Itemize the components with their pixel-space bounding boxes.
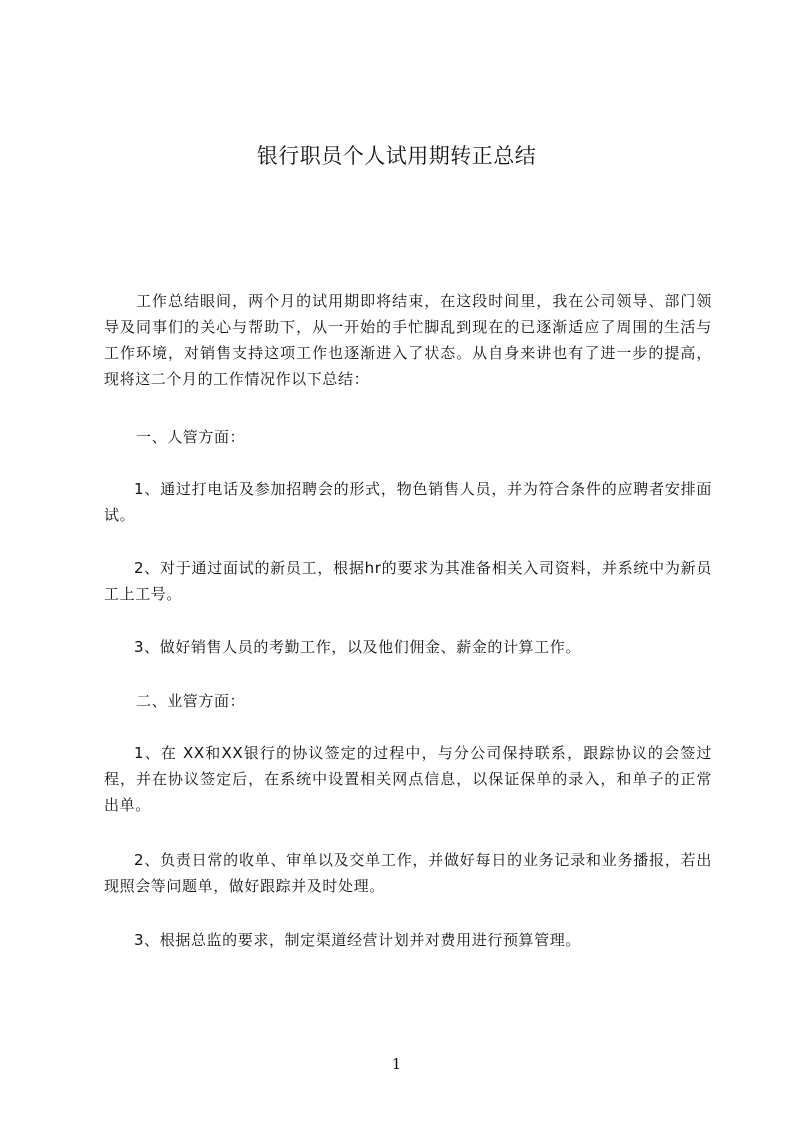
section-heading-business: 二、业管方面： xyxy=(136,692,246,710)
personnel-item-3: 3、做好销售人员的考勤工作，以及他们佣金、薪金的计算工作。 xyxy=(134,638,581,656)
personnel-item-1: 1、通过打电话及参加招聘会的形式，物色销售人员，并为符合条件的应聘者安排面试。 xyxy=(104,480,712,524)
section-heading-personnel: 一、人管方面： xyxy=(136,428,246,446)
business-item-3: 3、根据总监的要求，制定渠道经营计划并对费用进行预算管理。 xyxy=(134,931,581,949)
business-item-1: 1、在 XX和XX银行的协议签定的过程中，与分公司保持联系，跟踪协议的会签过程，并在协议签定后，在系统中设置相关网点信息，以保证保单的录入，和单子的正常出单。 xyxy=(104,744,712,814)
page-number: 1 xyxy=(391,1055,402,1073)
business-item-2: 2、负责日常的收单、审单以及交单工作，并做好每日的业务记录和业务播报，若出现照会等问题单，做好跟踪并及时处理。 xyxy=(104,851,712,895)
personnel-item-2: 2、对于通过面试的新员工，根据hr的要求为其准备相关入司资料，并系统中为新员工上工号。 xyxy=(104,559,712,603)
document-title: 银行职员个人试用期转正总结 xyxy=(256,144,537,168)
intro-paragraph: 工作总结眼间，两个月的试用期即将结束，在这段时间里，我在公司领导、部门领导及同事们的关心与帮助下，从一开始的手忙脚乱到现在的已逐渐适应了周围的生活与工作环境，对销售支持这项工作也逐渐进入了状态。从自身来讲也有了进一步的提高，现将这二个月的工作情况作以下总结： xyxy=(104,292,712,388)
